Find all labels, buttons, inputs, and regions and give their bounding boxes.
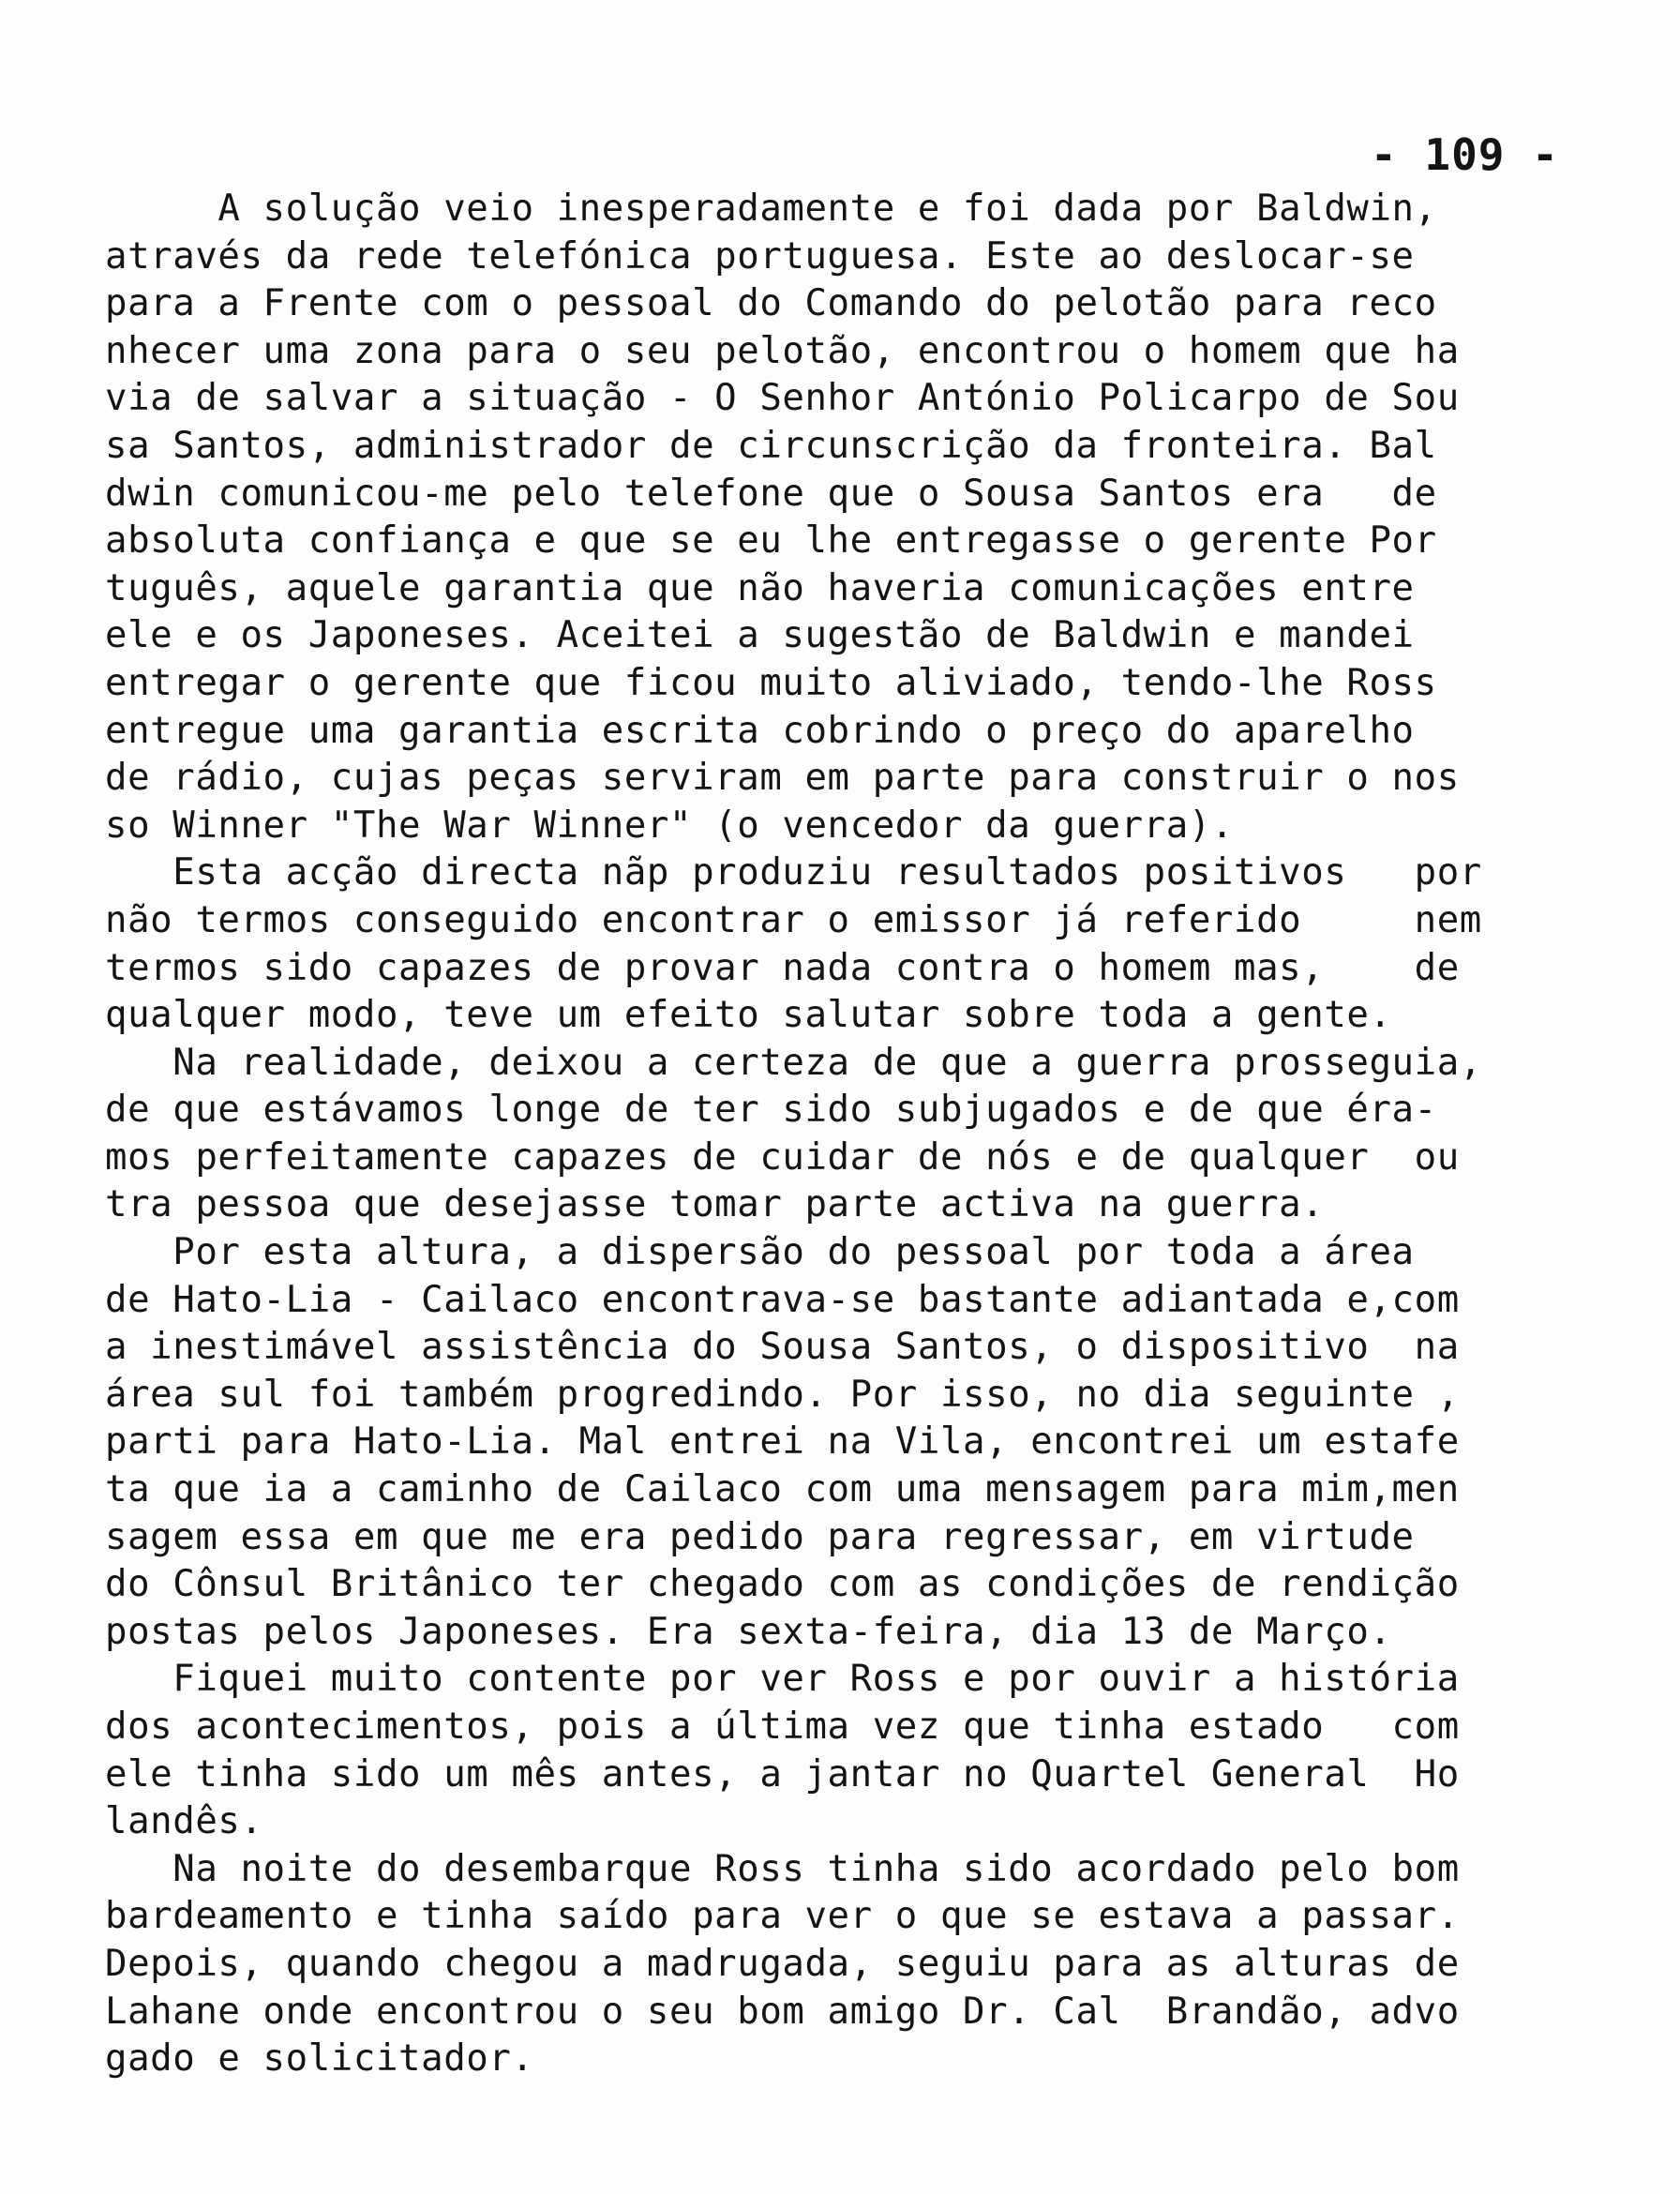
text-line: via de salvar a situação - O Senhor António Policarpo de Sou (105, 377, 1460, 420)
body-text (105, 186, 1530, 2083)
text-line: Depois, quando chegou a madrugada, seguiu para as alturas de (105, 1942, 1460, 1985)
text-line: sagem essa em que me era pedido para regressar, em virtude (105, 1515, 1415, 1558)
text-line: Lahane onde encontrou o seu bom amigo Dr. Cal Brandão, advo (105, 1990, 1460, 2033)
text-line: qualquer modo, teve um efeito salutar sobre toda a gente. (105, 994, 1392, 1037)
text-line: ta que ia a caminho de Cailaco com uma mensagem para mim,men (105, 1468, 1460, 1511)
text-line: de rádio, cujas peças serviram em parte para construir o nos (105, 757, 1460, 800)
text-line: tuguês, aquele garantia que não haveria comunicações entre (105, 566, 1415, 609)
text-line: entregar o gerente que ficou muito aliviado, tendo-lhe Ross (105, 661, 1437, 704)
text-line: postas pelos Japoneses. Era sexta-feira, dia 13 de Março. (105, 1610, 1392, 1653)
text-line: gado e solicitador. (105, 2037, 534, 2081)
text-line: absoluta confiança e que se eu lhe entregasse o gerente Por (105, 519, 1437, 563)
text-line: A solução veio inesperadamente e foi dada por Baldwin, (105, 188, 1437, 230)
text-line: nhecer uma zona para o seu pelotão, encontrou o homem que ha (105, 329, 1460, 372)
text-line: Esta acção directa nãp produziu resultados positivos por (105, 851, 1482, 894)
text-line: termos sido capazes de provar nada contra o homem mas, de (105, 946, 1460, 989)
text-line: landês. (105, 1800, 263, 1843)
text-line: dos acontecimentos, pois a última vez que tinha estado com (105, 1706, 1460, 1748)
text-line: sa Santos, administrador de circunscrição da fronteira. Bal (105, 424, 1437, 467)
text-line: de Hato-Lia - Cailaco encontrava-se bastante adiantada e,com (105, 1278, 1460, 1321)
text-line: ele e os Japoneses. Aceitei a sugestão de Baldwin e mandei (105, 614, 1415, 657)
text-line: de que estávamos longe de ter sido subjugados e de que éra- (105, 1089, 1437, 1132)
text-line: Por esta altura, a dispersão do pessoal por toda a área (105, 1231, 1415, 1274)
text-line: Fiquei muito contente por ver Ross e por ouvir a história (105, 1658, 1460, 1701)
text-line: bardeamento e tinha saído para ver o que se estava a passar. (105, 1895, 1460, 1938)
text-line: através da rede telefónica portuguesa. Este ao deslocar-se (105, 234, 1415, 278)
text-line: área sul foi também progredindo. Por isso, no dia seguinte , (105, 1373, 1460, 1416)
text-line: a inestimável assistência do Sousa Santos, o dispositivo na (105, 1326, 1460, 1369)
text-line: do Cônsul Britânico ter chegado com as condições de rendição (105, 1563, 1460, 1606)
text-line: parti para Hato-Lia. Mal entrei na Vila, encontrei um estafe (105, 1420, 1460, 1464)
text-line: entregue uma garantia escrita cobrindo o preço do aparelho (105, 709, 1415, 752)
text-line: mos perfeitamente capazes de cuidar de nós e de qualquer ou (105, 1135, 1460, 1179)
text-line: Na realidade, deixou a certeza de que a guerra prosseguia, (105, 1041, 1482, 1084)
text-line: dwin comunicou-me pelo telefone que o Sousa Santos era de (105, 472, 1437, 515)
text-line: para a Frente com o pessoal do Comando do pelotão para reco (105, 282, 1437, 325)
page-number: - 109 - (1371, 129, 1559, 180)
text-line: ele tinha sido um mês antes, a jantar no Quartel General Ho (105, 1752, 1460, 1796)
text-line: tra pessoa que desejasse tomar parte activa na guerra. (105, 1183, 1325, 1226)
text-line: não termos conseguido encontrar o emissor já referido nem (105, 898, 1482, 941)
text-line: Na noite do desembarque Ross tinha sido acordado pelo bom (105, 1847, 1460, 1890)
text-line: so Winner "The War Winner" (o vencedor da guerra). (105, 804, 1234, 847)
